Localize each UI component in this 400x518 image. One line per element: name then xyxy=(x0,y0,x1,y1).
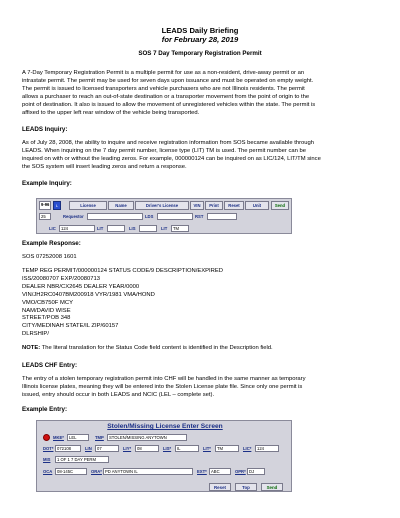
opr-field[interactable]: DJ xyxy=(247,468,265,475)
lit-field[interactable] xyxy=(107,225,125,232)
priority-select[interactable]: 25 xyxy=(39,213,51,220)
intro-line: intrastate permit. The permit may be used for seven days upon issuance and must be operated on empty weight. xyxy=(22,77,314,84)
lin-label: LIN xyxy=(85,446,92,451)
chf-line: Illinois license plates, meaning they will be entered into the Stolen License plate file. Since only one permit is xyxy=(22,383,303,390)
lic-field[interactable]: 124 xyxy=(255,445,279,452)
rst-field[interactable] xyxy=(207,213,237,220)
lds-label: LDS xyxy=(145,214,154,219)
dot-field[interactable]: 072108 xyxy=(55,445,81,452)
print-button[interactable]: Print xyxy=(205,201,223,210)
entry-form xyxy=(36,420,292,492)
send-button[interactable]: Send xyxy=(261,483,283,491)
response-line: NAM/DAVID WISE xyxy=(22,307,71,314)
response-line: VMO/CB750F MCY xyxy=(22,299,73,306)
response-line: CITY/MEDINAH STATE/IL ZIP/60157 xyxy=(22,323,119,330)
intro-line: point of destination. It also is issued to allow the movement of unregistered vehicles within the state. The permit is xyxy=(22,101,316,108)
lis-field[interactable] xyxy=(139,225,157,232)
document-title: LEADS Daily Briefing xyxy=(161,26,239,35)
lds-field[interactable] xyxy=(157,213,193,220)
mis-field[interactable]: 1 OF 1 7 DAY PERM xyxy=(55,456,109,463)
lit-field[interactable]: TM xyxy=(215,445,239,452)
reset-button[interactable]: Reset xyxy=(224,201,244,210)
response-header-line: SOS 07252008 1601 xyxy=(22,254,77,260)
ext-field[interactable]: ABC xyxy=(209,468,231,475)
lit-label: LIT xyxy=(97,226,104,231)
tab-name[interactable]: Name xyxy=(108,201,134,210)
response-line: DLRSHIP/ xyxy=(22,331,49,338)
intro-line: The permit is issued to licensed transporters and vehicle purchasers who are not Illinois residents. The permit xyxy=(22,85,305,92)
reset-button[interactable]: Reset xyxy=(209,483,231,491)
ext-label: EXT* xyxy=(197,469,207,474)
note-label: NOTE: xyxy=(22,345,41,351)
lis-label: LIS* xyxy=(163,446,172,451)
opr-label: OPR* xyxy=(235,469,246,474)
dot-label: DOT* xyxy=(43,446,54,451)
inquiry-line: LEADS. When inquiring on the 7 day permit number, license type (LIT) TM is used. The permit number can be xyxy=(22,147,306,154)
response-line: TEMP REG PERMIT/000000124 STATUS CODE/9 DESCRIPTION/EXPIRED xyxy=(22,268,224,274)
ori-field[interactable]: PD ANYTOWN IL xyxy=(103,468,193,475)
lic-label: LIC xyxy=(49,226,56,231)
send-button[interactable]: Send xyxy=(271,201,289,210)
example-response-heading: Example Response: xyxy=(22,240,81,247)
entry-form-title: Stolen/Missing License Enter Screen xyxy=(107,423,223,430)
tmp-field[interactable]: STOLEN/MISSING ANYTOWN xyxy=(107,434,187,441)
liy-label: LIY* xyxy=(123,446,132,451)
response-body xyxy=(22,268,223,339)
lic-field[interactable]: 124 xyxy=(59,225,95,232)
chf-entry-heading: LEADS CHF Entry: xyxy=(22,362,78,369)
example-entry-heading: Example Entry: xyxy=(22,406,68,413)
response-line: VIN/JH2RC0407BM200918 VYR/1981 VMA/HOND xyxy=(22,291,155,298)
chf-paragraph xyxy=(22,376,382,400)
oca-field[interactable]: 08-145C xyxy=(55,468,87,475)
requestor-field[interactable] xyxy=(87,213,143,220)
response-line: DEALER NBR/CX2645 DEALER YEAR/0000 xyxy=(22,283,140,290)
info-icon[interactable]: L xyxy=(53,201,61,210)
tab-vin[interactable]: VIN xyxy=(190,201,204,210)
note-text: The literal translation for the Status Code field content is identified in the Description field. xyxy=(40,345,273,351)
inquiry-line: As of July 28, 2008, the ability to inquire and receive registration information from SOS became available through xyxy=(22,140,315,146)
stop-icon xyxy=(43,434,50,441)
liy-field[interactable]: 08 xyxy=(135,445,159,452)
response-line: STREET/POB 348 xyxy=(22,315,71,322)
lis-field[interactable]: IL xyxy=(175,445,199,452)
intro-line: affixed to the upper left rear window of the vehicle being transported. xyxy=(22,109,200,116)
inquiry-paragraph xyxy=(22,140,382,172)
chf-line: The entry of a stolen temporary registration permit into CHF will be handled in the same manner as temporary xyxy=(22,376,306,382)
lit-label: LIT* xyxy=(203,446,211,451)
ori-label: ORA* xyxy=(91,469,102,474)
note-paragraph xyxy=(22,345,382,353)
lit2-label: LIT xyxy=(161,226,168,231)
oca-label: OCA xyxy=(43,469,53,474)
document-subtitle: SOS 7 Day Temporary Registration Permit xyxy=(138,50,262,57)
lit2-field[interactable]: TM xyxy=(171,225,189,232)
inquiry-line: the SOS system will insert leading zeros and return a response. xyxy=(22,163,187,170)
intro-line: A 7-Day Temporary Registration Permit is a multiple permit for use as a non-resident, drive-away permit or an xyxy=(22,70,305,76)
tab-license[interactable]: License xyxy=(69,201,107,210)
intro-line: allows a purchaser to reach an out-of-state destination or a transporter movement from the point of origin to the xyxy=(22,93,310,100)
mis-label: MIS xyxy=(43,457,51,462)
example-inquiry-heading: Example Inquiry: xyxy=(22,180,72,187)
tmp-label: TMP xyxy=(95,435,104,440)
rst-label: RST xyxy=(195,214,204,219)
inquiry-line: inquired on with or without the leading zeros. For example, 000000124 can be inquired on as LIC/124, LIT/TM since xyxy=(22,155,321,162)
lin-field[interactable]: 07 xyxy=(95,445,119,452)
unit-button[interactable]: Unit xyxy=(245,201,269,210)
tab-drivers-license[interactable]: Driver's License xyxy=(135,201,189,210)
lis-label: LIS xyxy=(129,226,136,231)
chf-line: issued, entry should occur in both LEADS and NCIC (LEL – complete set). xyxy=(22,391,215,398)
top-button[interactable]: Top xyxy=(235,483,257,491)
mnemonic-icon[interactable]: 9-96 xyxy=(39,201,51,210)
response-line: ISS/20080707 EXP/20080713 xyxy=(22,275,100,282)
lic-label: LIC* xyxy=(243,446,252,451)
inquiry-form xyxy=(36,198,292,234)
intro-paragraph xyxy=(22,70,382,117)
mke-select[interactable]: LEL xyxy=(67,434,89,441)
requestor-label: Requestor xyxy=(63,214,84,219)
leads-inquiry-heading: LEADS Inquiry: xyxy=(22,126,68,133)
mke-label: MKE* xyxy=(53,435,64,440)
document-date: for February 28, 2019 xyxy=(161,35,239,44)
